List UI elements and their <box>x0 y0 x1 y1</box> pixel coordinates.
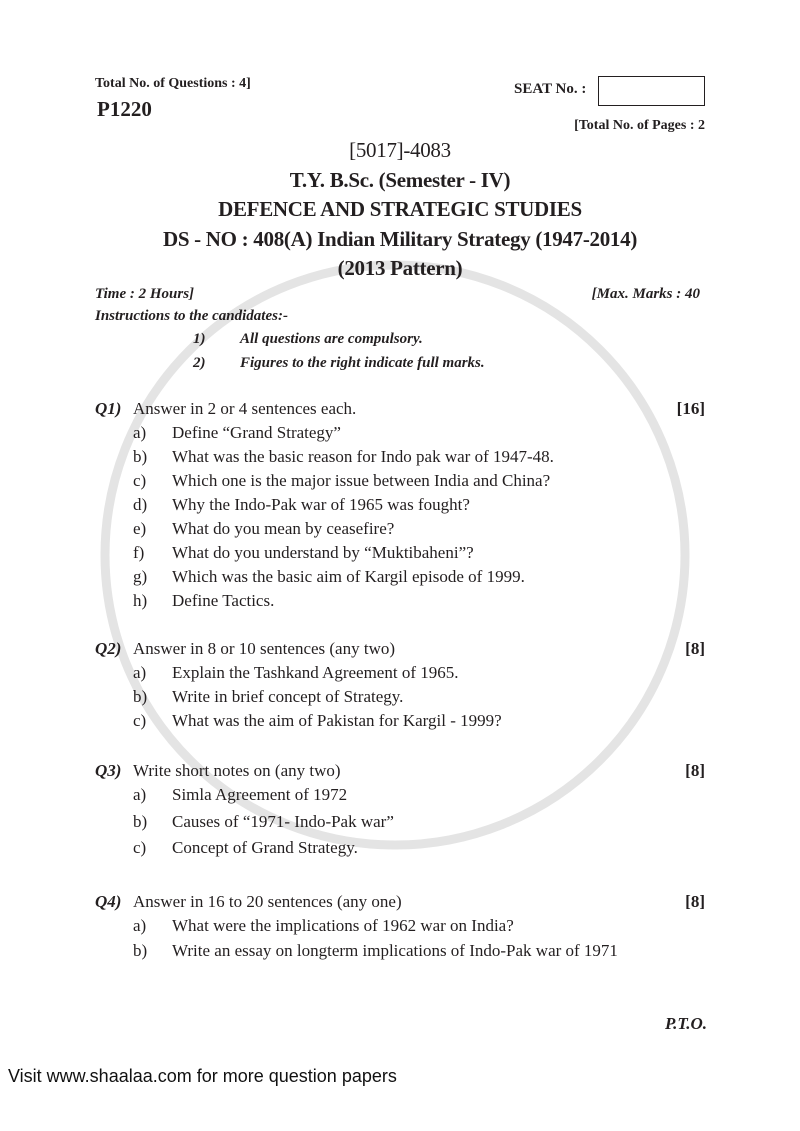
question-header <box>95 759 705 783</box>
item-label: c) <box>133 838 147 857</box>
item-text: Write in brief concept of Strategy. <box>172 687 404 706</box>
total-pages: [Total No. of Pages : 2 <box>574 118 705 133</box>
item-text: What do you understand by “Muktibaheni”? <box>172 543 474 562</box>
question-text: Answer in 8 or 10 sentences (any two) <box>133 639 396 658</box>
list-item <box>95 493 705 517</box>
list-item <box>95 565 705 589</box>
subject-title: DEFENCE AND STRATEGIC STUDIES <box>218 197 582 221</box>
item-label: d) <box>133 495 148 514</box>
list-item <box>95 469 705 493</box>
item-text: What was the basic reason for Indo pak war of 1947-48. <box>172 447 554 466</box>
course-title: T.Y. B.Sc. (Semester - IV) <box>289 168 511 192</box>
question-marks: [8] <box>685 892 705 911</box>
list-item <box>95 836 705 863</box>
question-text: Answer in 2 or 4 sentences each. <box>133 399 357 418</box>
max-marks: [Max. Marks : 40 <box>591 286 700 302</box>
list-item <box>95 421 705 445</box>
list-item <box>95 783 705 810</box>
item-label: c) <box>133 711 147 730</box>
item-text: Simla Agreement of 1972 <box>172 785 348 804</box>
question-header <box>95 637 705 661</box>
question-marks: [8] <box>685 761 705 780</box>
list-item <box>95 939 705 964</box>
item-text: Define Tactics. <box>172 591 275 610</box>
pattern: (2013 Pattern) <box>337 256 463 280</box>
item-label: g) <box>133 567 148 586</box>
item-label: a) <box>133 916 147 935</box>
item-text: Define “Grand Strategy” <box>172 423 341 442</box>
instruction-text: All questions are compulsory. <box>240 331 423 347</box>
question-marks: [8] <box>685 639 705 658</box>
item-label: a) <box>133 663 147 682</box>
paper-code: P1220 <box>97 97 152 121</box>
instruction-text: Figures to the right indicate full marks. <box>240 355 485 371</box>
item-text: Write an essay on longterm implications of Indo-Pak war of 1971 <box>172 940 618 960</box>
item-text: Which one is the major issue between India and China? <box>172 471 551 490</box>
question-3 <box>95 759 705 863</box>
question-text: Write short notes on (any two) <box>133 761 341 780</box>
instruction-num: 2) <box>193 355 206 371</box>
seat-number-box <box>598 76 705 106</box>
question-label: Q3) <box>95 761 122 780</box>
footer-link[interactable]: Visit www.shaalaa.com for more question papers <box>8 1066 397 1086</box>
question-1 <box>95 397 705 613</box>
item-label: f) <box>133 543 145 562</box>
question-2 <box>95 637 705 733</box>
item-label: c) <box>133 471 147 490</box>
total-questions: Total No. of Questions : 4] <box>95 76 251 91</box>
pto: P.T.O. <box>664 1014 707 1033</box>
item-label: b) <box>133 940 148 960</box>
item-label: b) <box>133 811 148 831</box>
question-text: Answer in 16 to 20 sentences (any one) <box>133 892 402 911</box>
item-text: Explain the Tashkand Agreement of 1965. <box>172 663 459 682</box>
question-header <box>95 890 705 914</box>
list-item <box>95 709 705 733</box>
paper-title: DS - NO : 408(A) Indian Military Strategy (1947-2014) <box>162 227 638 251</box>
question-label: Q2) <box>95 639 122 658</box>
item-label: b) <box>133 447 148 466</box>
item-label: h) <box>133 591 148 610</box>
item-text: What were the implications of 1962 war on India? <box>172 916 514 935</box>
list-item <box>95 541 705 565</box>
instructions-title: Instructions to the candidates:- <box>95 308 288 324</box>
item-text: Why the Indo-Pak war of 1965 was fought? <box>172 495 470 514</box>
time: Time : 2 Hours] <box>95 286 195 302</box>
item-label: b) <box>133 687 148 706</box>
list-item <box>95 914 705 939</box>
question-label: Q1) <box>95 399 122 418</box>
item-label: a) <box>133 785 147 804</box>
exam-code: [5017]-4083 <box>349 138 451 162</box>
question-header <box>95 397 705 421</box>
item-text: What was the aim of Pakistan for Kargil - 1999? <box>172 711 502 730</box>
item-text: Which was the basic aim of Kargil episode of 1999. <box>172 567 525 586</box>
item-text: What do you mean by ceasefire? <box>172 519 395 538</box>
list-item <box>95 685 705 709</box>
item-label: e) <box>133 519 147 538</box>
list-item <box>95 661 705 685</box>
seat-label: SEAT No. : <box>514 81 587 97</box>
item-text: Causes of “1971- Indo-Pak war” <box>172 811 394 831</box>
item-label: a) <box>133 423 147 442</box>
question-label: Q4) <box>95 892 122 911</box>
item-text: Concept of Grand Strategy. <box>172 838 358 857</box>
list-item <box>95 589 705 613</box>
instruction-num: 1) <box>193 331 206 347</box>
question-marks: [16] <box>676 399 705 418</box>
question-4 <box>95 890 705 963</box>
list-item <box>95 445 705 469</box>
list-item <box>95 810 705 837</box>
list-item <box>95 517 705 541</box>
